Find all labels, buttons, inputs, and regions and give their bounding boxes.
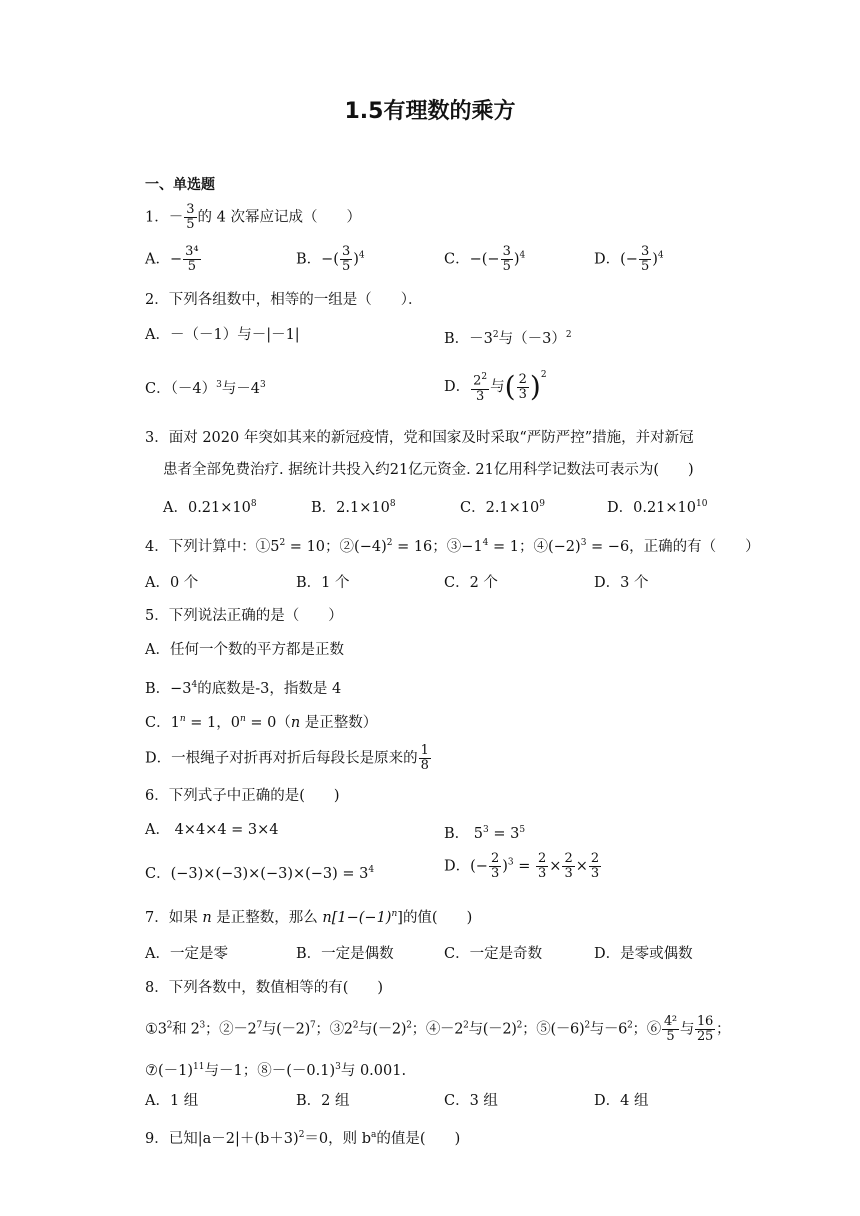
option-5d[interactable]: D．一根绳子对折再对折后每段长是原来的 $\frac{1}{8}$: [145, 743, 429, 773]
option-4c[interactable]: C．2 个: [444, 575, 498, 591]
option-4d[interactable]: D．3 个: [594, 575, 649, 591]
option-1a[interactable]: A．− $\frac{\text{3⁴}}{5}$: [145, 244, 199, 274]
option-7c[interactable]: C．一定是奇数: [444, 946, 543, 962]
question-8-stem: 8．下列各数中，数值相等的有( ): [145, 980, 384, 996]
option-5b[interactable]: B．$-3^4$的底数是-3，指数是 4: [145, 680, 342, 697]
option-8a[interactable]: A．1 组: [145, 1093, 199, 1109]
option-1b[interactable]: B．−( $\frac{3}{5}$ )$^4$: [296, 244, 365, 274]
option-1d[interactable]: D．(− $\frac{3}{5}$ )$^4$: [594, 244, 664, 274]
option-7d[interactable]: D．是零或偶数: [594, 946, 693, 962]
option-2b[interactable]: B．$-3^2$与$(-3)^2$: [444, 330, 572, 347]
question-6-stem: 6．下列式子中正确的是( ): [145, 788, 340, 804]
option-7a[interactable]: A．一定是零: [145, 946, 228, 962]
option-4a[interactable]: A．0 个: [145, 575, 199, 591]
option-2a[interactable]: A．－（－1）与－|－1|: [145, 327, 300, 343]
section-header: 一、单选题: [145, 177, 215, 193]
question-3-line1: 3．面对 2020 年突如其来的新冠疫情，党和国家及时采取“严防严控”措施，并对新冠: [145, 430, 694, 446]
option-3b[interactable]: B．$2.1\times 10^8$: [311, 499, 396, 516]
option-7b[interactable]: B．一定是偶数: [296, 946, 394, 962]
fraction: $\frac{3}{5}$: [186, 202, 195, 232]
question-8-line2: $⑦(-1)^{11}$与－1；$⑧-(-0.1)^3$与 0.001.: [145, 1062, 407, 1079]
option-8b[interactable]: B．2 组: [296, 1093, 350, 1109]
page-title: 1.5有理数的乘方: [344, 99, 516, 124]
option-6a[interactable]: A． 4×4×4 = 3×4: [145, 822, 279, 838]
question-1-stem: 1．－ $\frac{3}{5}$ 的 4 次幂应记成（ ）: [145, 202, 361, 232]
question-7-stem: 7．如果 n 是正整数，那么 $n[1-(-1)^n]$的值( ): [145, 909, 473, 926]
option-8d[interactable]: D．4 组: [594, 1093, 649, 1109]
option-2c[interactable]: C．$(-4)^3$与$-4^3$: [145, 380, 266, 397]
option-3c[interactable]: C．$2.1\times 10^9$: [460, 499, 545, 516]
option-1c[interactable]: C．−(− $\frac{3}{5}$ )$^4$: [444, 244, 526, 274]
question-8-line1: $①3^2$和 $2^3$；$②-2^7$与$(-2)^7$；$③2^2$与$(-2)^2$；$④-2^2$与$(-2)^2$；$⑤(-6)^2$与$-6^2$；⑥ $\frac{\text{4²}}{5}$ 与 $\frac{16}{25}$ ；: [145, 1014, 731, 1044]
question-3-line2: 患者全部免费治疗. 据统计共投入约21亿元资金. 21亿用科学记数法可表示为( ): [163, 462, 694, 478]
option-6b[interactable]: B． $5^3 = 3^5$: [444, 825, 526, 842]
option-4b[interactable]: B．1 个: [296, 575, 350, 591]
option-3d[interactable]: D．$0.21\times 10^{10}$: [607, 499, 708, 516]
option-6c[interactable]: C．$(-3)\times(-3)\times(-3)\times(-3) = 3^4$: [145, 865, 375, 882]
question-5-stem: 5．下列说法正确的是（ ）: [145, 608, 343, 624]
option-3a[interactable]: A．$0.21\times 10^8$: [163, 499, 257, 516]
option-5c[interactable]: C．$1^n = 1$，$0^n = 0(n$ 是正整数）: [145, 714, 378, 731]
option-5a[interactable]: A．任何一个数的平方都是正数: [145, 642, 344, 658]
question-2-stem: 2．下列各组数中，相等的一组是（ ）．: [145, 292, 423, 308]
option-6d[interactable]: D．(− $\frac{2}{3}$ )$^3$ = $\frac{2}{3}$ × $\frac{2}{3}$ × $\frac{2}{3}$: [444, 851, 600, 881]
question-4-stem: 4．下列计算中：$①5^2 = 10$；$②(-4)^2 = 16$；$③-1^4 = 1$；$④(-2)^3 = -6$，正确的有（ ）: [145, 538, 760, 555]
question-9-stem: 9．已知$|a-2|+(b+3)^2=0$，则 $b^a$的值是( ): [145, 1130, 461, 1147]
option-8c[interactable]: C．3 组: [444, 1093, 498, 1109]
option-2d[interactable]: D． $\frac{2^2}{3}$ 与( $\frac{2}{3}$ )$^2$: [444, 370, 547, 404]
